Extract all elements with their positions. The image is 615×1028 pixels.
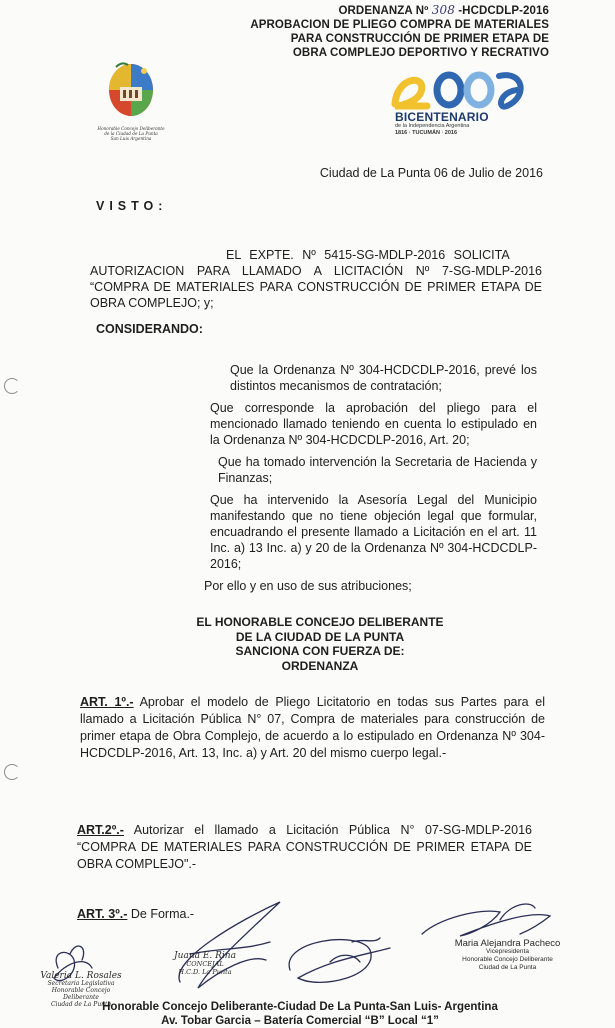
signature-left: Valeria L. Rosales Secretaria Legislativa Honorable Concejo Deliberante Ciudad de La Punta xyxy=(36,973,126,1008)
considerando-item: Que ha intervenido la Asesoría Legal del Municipio manifestando que no tiene objeción legal que formular, encuadrando el presente llamado a Licitación en el art. 11 Inc. a) 13 Inc. a) y 20 de la Ordenanza Nº 304-HCDCDLP-2016; xyxy=(210,493,537,571)
article-1 xyxy=(80,694,545,762)
concejo-emblem-icon xyxy=(96,57,166,119)
document-footer: Honorable Concejo Deliberante-Ciudad De La Punta-San Luis- Argentina Av. Tobar Garcia – Batería Comercial “B” Local “1” xyxy=(102,1001,498,1027)
concejo-logo-caption: Honorable Concejo Deliberante de la Ciudad de La Punta San Luis Argentina xyxy=(97,126,165,141)
signer-name: Valeria L. Rosales xyxy=(40,971,122,981)
considerando-heading: CONSIDERANDO: xyxy=(96,322,203,336)
header-title-line: PARA CONSTRUCCIÓN DE PRIMER ETAPA DE xyxy=(290,33,549,45)
signer-name: Juana E. Rina xyxy=(174,951,236,961)
article-text: De Forma.- xyxy=(130,907,195,921)
header-ordinance-line: ORDENANZA Nº 308 -HCDCDLP-2016 xyxy=(338,3,549,17)
article-text: Autorizar el llamado a Licitación Pública N° 07-SG-MDLP-2016 “COMPRA DE MATERIALES PARA CONSTRUCCIÓN DE PRIMER ETAPA DE OBRA COMPLEJO".- xyxy=(77,823,532,871)
signature-right: Maria Alejandra Pacheco Vicepresidenta Honorable Concejo Deliberante Ciudad de La Punta xyxy=(445,940,570,972)
considerandos-list xyxy=(90,362,537,600)
bicentenario-title: BICENTENARIO xyxy=(395,110,489,124)
visto-heading: VISTO: xyxy=(96,199,168,213)
article-label: ART. 1º.- xyxy=(80,695,134,709)
article-2 xyxy=(77,822,532,873)
concejo-logo xyxy=(96,57,166,141)
bicentenario-logo xyxy=(387,66,537,146)
considerando-item: Que la Ordenanza Nº 304-HCDCDLP-2016, prevé los distintos mecanismos de contratación; xyxy=(230,363,537,393)
document-header xyxy=(169,3,549,60)
punch-hole xyxy=(4,764,20,780)
considerando-item: Que ha tomado intervención la Secretaria de Hacienda y Finanzas; xyxy=(218,455,537,485)
signer-name: Maria Alejandra Pacheco xyxy=(454,938,561,949)
header-title-line: APROBACION DE PLIEGO COMPRA DE MATERIALES xyxy=(250,19,549,31)
article-label: ART. 3º.- xyxy=(77,907,128,921)
article-label: ART.2º.- xyxy=(77,823,124,837)
article-text: Aprobar el modelo de Pliego Licitatorio en todas sus Partes para el llamado a Licitación Pública N° 07, Compra de materiales para construcción de primer etapa de Obra Complejo, de acuerdo a lo estipulado en Ordenanza Nº 304-HCDCDLP-2016, Art. 13, Inc. a) y Art. 20 del mismo cuerpo legal.- xyxy=(80,695,545,760)
considerando-item: Por ello y en uso de sus atribuciones; xyxy=(204,579,412,593)
considerando-item: Que corresponde la aprobación del pliego para el mencionado llamado teniendo en cuenta lo estipulado en la Ordenanza Nº 304-HCDCDLP-2016, Art. 20; xyxy=(210,401,537,447)
expte-paragraph: EL EXPTE. Nº 5415-SG-MDLP-2016 SOLICITA AUTORIZACION PARA LLAMADO A LICITACIÓN Nº 7-SG-MDLP-2016 “COMPRA DE MATERIALES PARA CONSTRUCCIÓN DE PRIMER ETAPA DE OBRA COMPLEJO; y; xyxy=(90,248,542,310)
ordinance-number: 308 xyxy=(431,3,455,17)
bicentenario-2016-mark-icon xyxy=(387,66,537,112)
signature-middle: Juana E. Rina CONCEJAL H.C.D. La Punta xyxy=(155,952,255,976)
document-date: Ciudad de La Punta 06 de Julio de 2016 xyxy=(319,166,543,180)
bicentenario-subtitle: de la Independencia Argentina 1816 · TUCUMÁN · 2016 xyxy=(395,123,470,136)
header-title-line: OBRA COMPLEJO DEPORTIVO Y RECRATIVO xyxy=(292,47,549,59)
sanciona-block: EL HONORABLE CONCEJO DELIBERANTE DE LA CIUDAD DE LA PUNTA SANCIONA CON FUERZA DE: ORDENANZA xyxy=(196,615,444,673)
punch-hole xyxy=(4,378,20,394)
